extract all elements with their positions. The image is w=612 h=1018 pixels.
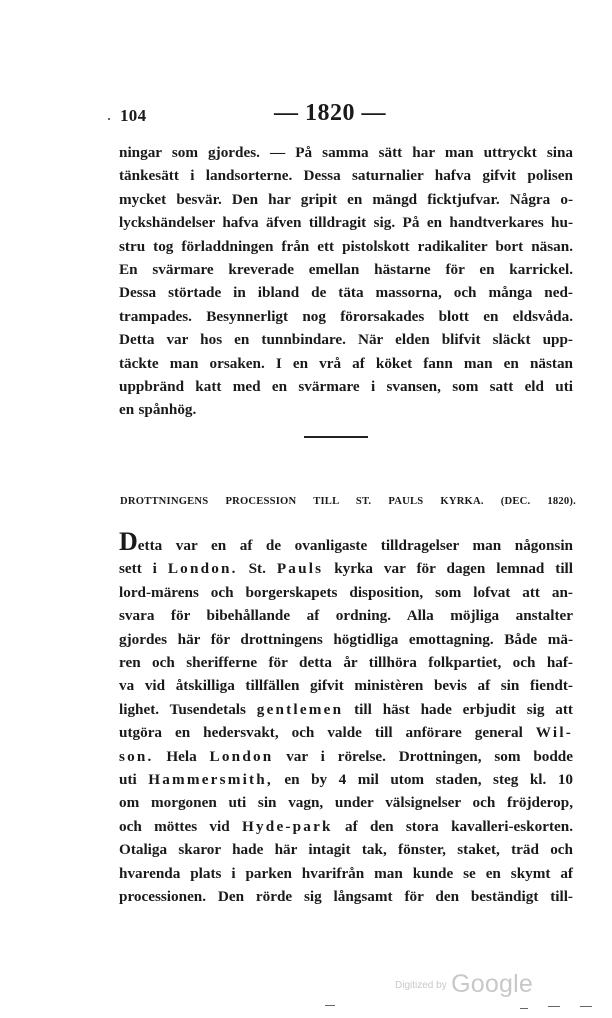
- text-line: svara för bibehållande af ordning. Alla möjliga anstalter: [119, 607, 573, 625]
- text-fragment: var i rörelse. Drottningen, som bodde: [273, 747, 573, 765]
- text-fragment: uti: [119, 771, 149, 789]
- page-number: 104: [120, 106, 147, 125]
- spaced-name: Hammersmith,: [148, 771, 273, 789]
- running-head-year: — 1820 —: [274, 100, 386, 126]
- text-line: [119, 815, 573, 838]
- text-line: om morgonen uti sin vagn, under välsignelser och fröjderop,: [119, 794, 573, 812]
- scan-speck: [548, 1006, 560, 1007]
- text-line: mycket besvär. Den har gripit en mängd ficktjufvar. Några o-: [119, 190, 573, 208]
- text-fragment: till häst hade erbjudit sig att: [343, 700, 573, 718]
- spaced-name: Hyde-park: [241, 817, 333, 835]
- text-line: uppbränd katt med en svärmare i svansen, som satt eld uti: [119, 378, 573, 396]
- text-line: processionen. Den rörde sig långsamt för den beständigt till-: [119, 888, 573, 906]
- text-line: [119, 557, 573, 580]
- text-line: Otaliga skaror hade här intagit tak, fönster, staket, träd och: [119, 841, 573, 859]
- text-line: gjordes här för drottningens högtidliga emottagning. Både mä-: [119, 630, 573, 648]
- text-line: Dessa störtade in ibland de täta massorna, och många ned-: [119, 284, 573, 302]
- text-line: [119, 698, 573, 721]
- text-line-with-dropcap: [119, 527, 573, 557]
- text-line: ningar som gjordes. — På samma sätt har man uttryckt sina: [119, 144, 573, 161]
- google-logo-text: Google: [451, 970, 533, 998]
- scan-speck: [108, 118, 110, 120]
- text-line: [119, 768, 573, 791]
- text-fragment: Hela: [153, 747, 210, 765]
- scan-speck: [325, 1005, 335, 1006]
- digitized-by-google-watermark: [395, 970, 533, 999]
- section-divider-rule: [304, 436, 368, 438]
- paragraph-fireworks: [119, 141, 573, 422]
- text-fragment: sett i: [119, 560, 168, 578]
- text-line: tänkesätt i landsorterne. Dessa saturnalier hafva gifvit polisen: [119, 167, 573, 185]
- text-line: stru tog förladdningen från ett pistolskott radikaliter bort näsan.: [119, 237, 573, 255]
- text-line: [119, 721, 573, 744]
- text-line: lord-märens och borgerskapets disposition, som lofvat att an-: [119, 583, 573, 601]
- drop-cap: D: [119, 527, 138, 556]
- section-heading: DROTTNINGENS PROCESSION TILL ST. PAULS KYRKA. (DEC. 1820).: [120, 496, 576, 507]
- text-line: [119, 745, 573, 768]
- spaced-name: London: [209, 747, 274, 765]
- text-fragment: utgöra en hedersvakt, och valde till anförare general: [119, 724, 536, 742]
- text-fragment: en by 4 mil utom staden, steg kl. 10: [272, 771, 574, 789]
- text-line: En svärmare kreverade emellan hästarne för en karrickel.: [119, 261, 573, 279]
- text-fragment: och möttes vid: [119, 817, 242, 835]
- paragraph-procession: [119, 527, 574, 909]
- text-line: va vid åtskilliga tillfällen gifvit ministèren bevis af sin fiendt-: [119, 677, 573, 695]
- spaced-name: Pauls: [276, 560, 324, 578]
- text-fragment: lighet. Tusendetals: [119, 700, 257, 718]
- text-line: täckte man orsaken. I en vrå af köket fann man en nästan: [119, 354, 573, 372]
- spaced-name: gentlemen: [256, 700, 344, 718]
- text-fragment: af den stora kavalleri-eskorten.: [332, 817, 573, 835]
- text-line: en spånhög.: [119, 401, 197, 419]
- text-line: ren och sherifferne för detta år tillhöra folkpartiet, och haf-: [119, 654, 573, 672]
- text-line: trampades. Besynnerligt nog förorsakades blott en eldsvåda.: [119, 307, 573, 325]
- text-fragment: kyrka var för dagen lemnad till: [323, 560, 573, 578]
- spaced-name: son.: [119, 747, 154, 765]
- scan-speck: [580, 1006, 592, 1007]
- digitized-by-label: Digitized by: [395, 980, 447, 991]
- text-line: Detta var hos en tunnbindare. När elden blifvit släckt upp-: [119, 331, 573, 349]
- scan-speck: [520, 1008, 528, 1009]
- text-line: hvarenda plats i parken hvarifrån man kunde se en skymt af: [119, 864, 573, 882]
- text-line: lyckshändelser hafva äfven tilldragit sig. På en handtverkares hu-: [119, 214, 573, 232]
- text-fragment: St.: [237, 560, 277, 578]
- text-fragment: etta var en af de ovanligaste tilldragelser man någonsin: [137, 537, 573, 554]
- spaced-name: Wil-: [535, 724, 573, 742]
- spaced-name: London.: [167, 560, 238, 578]
